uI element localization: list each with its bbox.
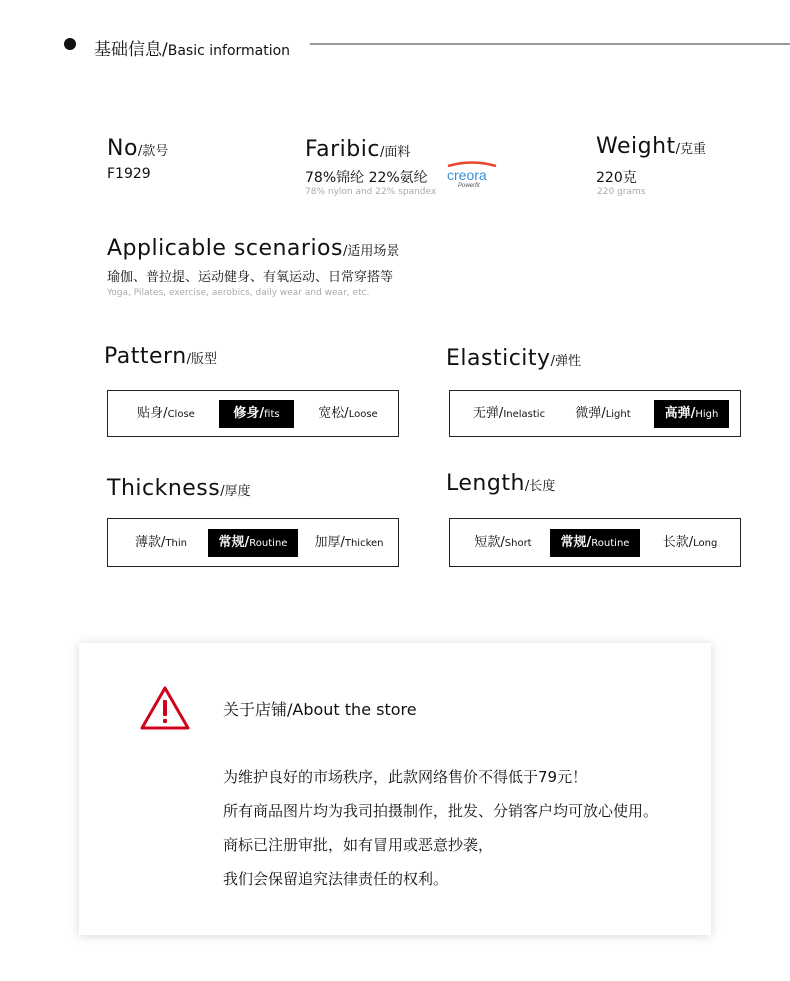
elasticity-label: Elasticity/弹性 — [446, 346, 581, 371]
store-title: 关于店铺/About the store — [223, 700, 417, 719]
store-notice-line: 为维护良好的市场秩序，此款网络售价不得低于79元！ — [223, 768, 588, 786]
pattern-options — [107, 390, 399, 437]
elasticity-option-light[interactable]: 微弹/Light — [575, 406, 631, 421]
warning-triangle-icon — [139, 685, 191, 731]
bullet-dot — [64, 38, 76, 50]
fabric-label: Faribic/面料 — [305, 137, 411, 162]
creora-logo — [446, 160, 498, 190]
weight-label: Weight/克重 — [596, 134, 707, 159]
store-notice-line: 所有商品图片均为我司拍摄制作，批发、分销客户均可放心使用。 — [223, 802, 659, 820]
length-option-long[interactable]: 长款/Long — [662, 535, 718, 550]
store-notice-line: 我们会保留追究法律责任的权利。 — [223, 870, 449, 888]
scenarios-value-en: Yoga, Pilates, exercise, aerobics, daily wear and wear, etc. — [107, 288, 370, 298]
store-notice-line: 商标已注册审批，如有冒用或恶意抄袭， — [223, 836, 494, 854]
pattern-option-fits[interactable]: 修身/fits — [219, 400, 294, 428]
header-divider — [310, 43, 790, 45]
weight-value-en: 220 grams — [597, 187, 646, 197]
logo-subtext: Powerfit — [458, 183, 480, 189]
elasticity-options — [449, 390, 741, 437]
length-option-routine[interactable]: 常规/Routine — [550, 529, 640, 557]
weight-value: 220克 — [596, 170, 637, 186]
thickness-option-thin[interactable]: 薄款/Thin — [135, 535, 187, 550]
logo-text: creora — [447, 167, 487, 183]
pattern-option-loose[interactable]: 宽松/Loose — [318, 406, 378, 421]
thickness-label: Thickness/厚度 — [107, 476, 251, 501]
thickness-options — [107, 518, 399, 567]
scenarios-value: 瑜伽、普拉提、运动健身、有氧运动、日常穿搭等 — [107, 270, 394, 285]
fabric-value-en: 78% nylon and 22% spandex — [305, 187, 437, 197]
section-title: 基础信息/Basic information — [94, 40, 291, 60]
thickness-option-routine[interactable]: 常规/Routine — [208, 529, 298, 557]
thickness-option-thicken[interactable]: 加厚/Thicken — [314, 535, 384, 550]
no-value: F1929 — [107, 166, 151, 182]
length-option-short[interactable]: 短款/Short — [474, 535, 532, 550]
elasticity-option-inelastic[interactable]: 无弹/Inelastic — [472, 406, 546, 421]
no-label: No/款号 — [107, 136, 169, 161]
elasticity-option-high[interactable]: 高弹/High — [654, 400, 729, 428]
fabric-value: 78%锦纶 22%氨纶 — [305, 170, 428, 186]
pattern-option-close[interactable]: 贴身/Close — [137, 406, 195, 421]
scenarios-label: Applicable scenarios/适用场景 — [107, 236, 400, 261]
length-options — [449, 518, 741, 567]
pattern-label: Pattern/版型 — [104, 344, 218, 369]
length-label: Length/长度 — [446, 471, 556, 496]
